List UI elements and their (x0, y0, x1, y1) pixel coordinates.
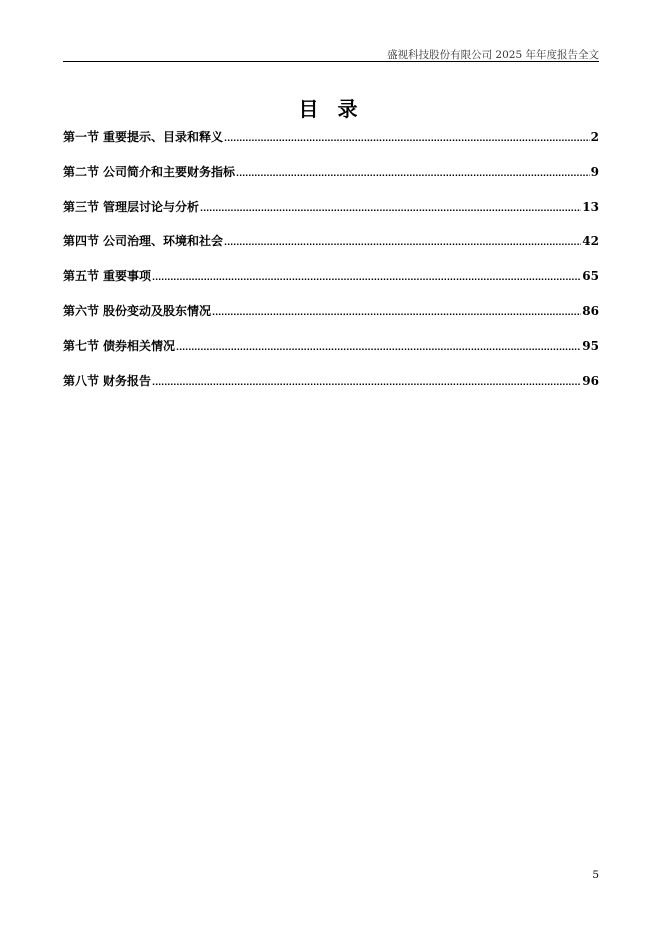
toc-section-number: 第一节 (63, 130, 100, 144)
toc-page-number: 96 (582, 373, 599, 388)
toc-section-title: 公司治理、环境和社会 (103, 234, 224, 249)
toc-section-number: 第六节 (63, 303, 100, 318)
toc-dot-leader (212, 304, 581, 322)
toc-section-number: 第八节 (63, 373, 100, 388)
toc-section-number: 第三节 (63, 199, 100, 214)
toc-dot-leader (200, 200, 581, 218)
toc-entry-6[interactable] (63, 302, 599, 337)
toc-entry-5[interactable] (63, 267, 599, 302)
toc-page-number: 95 (582, 338, 599, 353)
toc-entry-8[interactable] (63, 372, 599, 407)
toc-title: 目 录 (298, 97, 364, 121)
toc-dot-leader (152, 269, 581, 287)
toc-section-number: 第四节 (63, 234, 100, 249)
toc-section-title: 公司简介和主要财务指标 (103, 164, 236, 179)
toc-dot-leader (152, 374, 581, 392)
report-header-title: 盛视科技股份有限公司 2025 年年度报告全文 (387, 49, 599, 61)
toc-page-number: 2 (590, 130, 599, 144)
toc-section-number: 第五节 (63, 269, 100, 284)
toc-entry-3[interactable] (63, 198, 599, 233)
toc-dot-leader (236, 165, 590, 183)
toc-list (63, 128, 599, 406)
toc-dot-leader (224, 234, 581, 252)
toc-section-number: 第二节 (63, 164, 100, 179)
page-number: 5 (592, 869, 599, 881)
toc-section-title: 重要事项 (103, 269, 152, 284)
toc-entry-label (63, 372, 151, 390)
toc-section-title: 管理层讨论与分析 (103, 199, 200, 214)
toc-page-number: 86 (582, 303, 599, 318)
toc-entry-4[interactable] (63, 232, 599, 267)
toc-section-number: 第七节 (63, 338, 100, 353)
toc-section-title: 债券相关情况 (103, 338, 176, 353)
toc-page-number: 9 (590, 164, 599, 179)
toc-section-title: 财务报告 (103, 373, 152, 388)
toc-entry-label (63, 163, 235, 181)
toc-entry-7[interactable] (63, 337, 599, 372)
toc-entry-label (63, 128, 223, 146)
header-divider (63, 61, 599, 62)
toc-entry-label (63, 267, 151, 285)
toc-page-number: 13 (582, 199, 599, 214)
toc-entry-label (63, 198, 199, 216)
toc-section-title: 股份变动及股东情况 (103, 303, 212, 318)
toc-page-number: 65 (582, 269, 599, 284)
toc-dot-leader (224, 130, 590, 148)
toc-section-title: 重要提示、目录和释义 (103, 130, 224, 144)
toc-page-number: 42 (582, 234, 599, 249)
toc-entry-label (63, 337, 175, 355)
toc-entry-1[interactable] (63, 128, 599, 163)
toc-dot-leader (176, 339, 581, 357)
toc-entry-2[interactable] (63, 163, 599, 198)
toc-entry-label (63, 302, 211, 320)
toc-entry-label (63, 232, 223, 250)
